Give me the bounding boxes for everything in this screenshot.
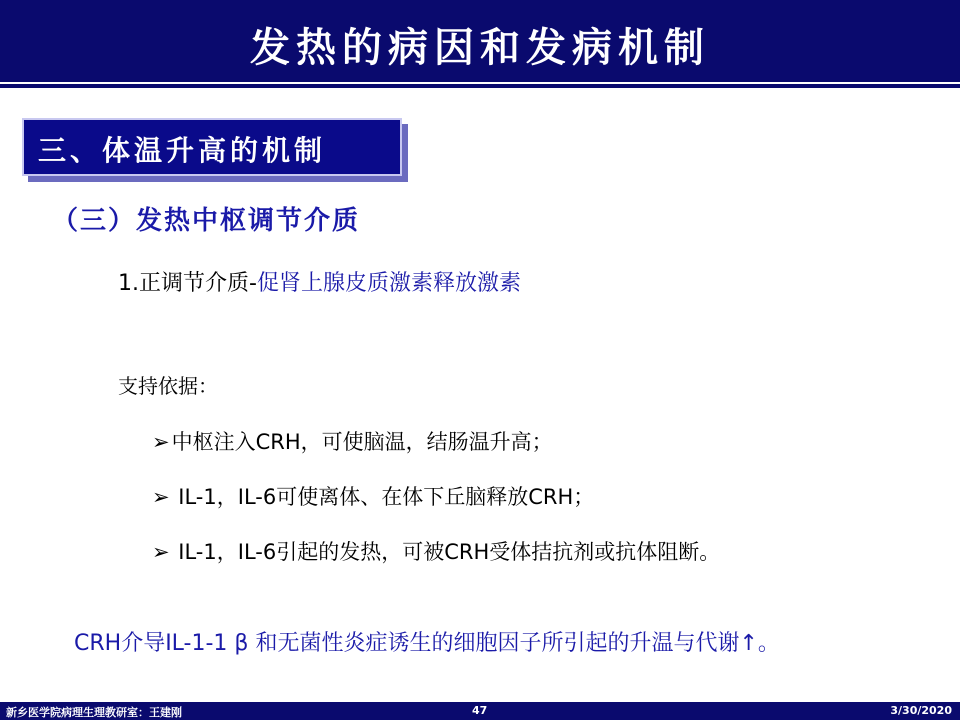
support-label: 支持依据：	[118, 374, 218, 398]
bullet-item	[152, 481, 594, 511]
bullet-text: IL-1，IL-6引起的发热，可被CRH受体拮抗剂或抗体阻断。	[171, 540, 721, 564]
item-1	[118, 266, 521, 297]
title-divider	[0, 84, 960, 88]
footer-bar	[0, 702, 960, 720]
title-bar	[0, 0, 960, 82]
item-1-prefix: 1.正调节介质-	[118, 271, 257, 296]
subheading: （三）发热中枢调节介质	[52, 206, 361, 236]
arrow-bullet-icon: ➢	[152, 430, 170, 454]
section-heading: 三、体温升高的机制	[38, 134, 327, 167]
bottom-note: CRH介导IL-1-1 β 和无菌性炎症诱生的细胞因子所引起的升温与代谢↑。	[74, 631, 780, 656]
arrow-bullet-icon: ➢	[152, 485, 170, 509]
slide-title: 发热的病因和发病机制	[250, 24, 710, 71]
bullet-item	[152, 536, 720, 566]
footer-date: 3/30/2020	[890, 704, 952, 717]
page-number: 47	[472, 704, 488, 717]
bullet-text: 中枢注入CRH，可使脑温，结肠温升高；	[171, 430, 553, 454]
footer-author: 新乡医学院病理生理教研室：王建刚	[6, 706, 182, 719]
arrow-bullet-icon: ➢	[152, 540, 170, 564]
bullet-item	[152, 426, 553, 456]
bullet-text: IL-1，IL-6可使离体、在体下丘脑释放CRH；	[171, 485, 595, 509]
section-heading-box	[22, 118, 402, 176]
item-1-highlight: 促肾上腺皮质激素释放激素	[256, 271, 521, 296]
